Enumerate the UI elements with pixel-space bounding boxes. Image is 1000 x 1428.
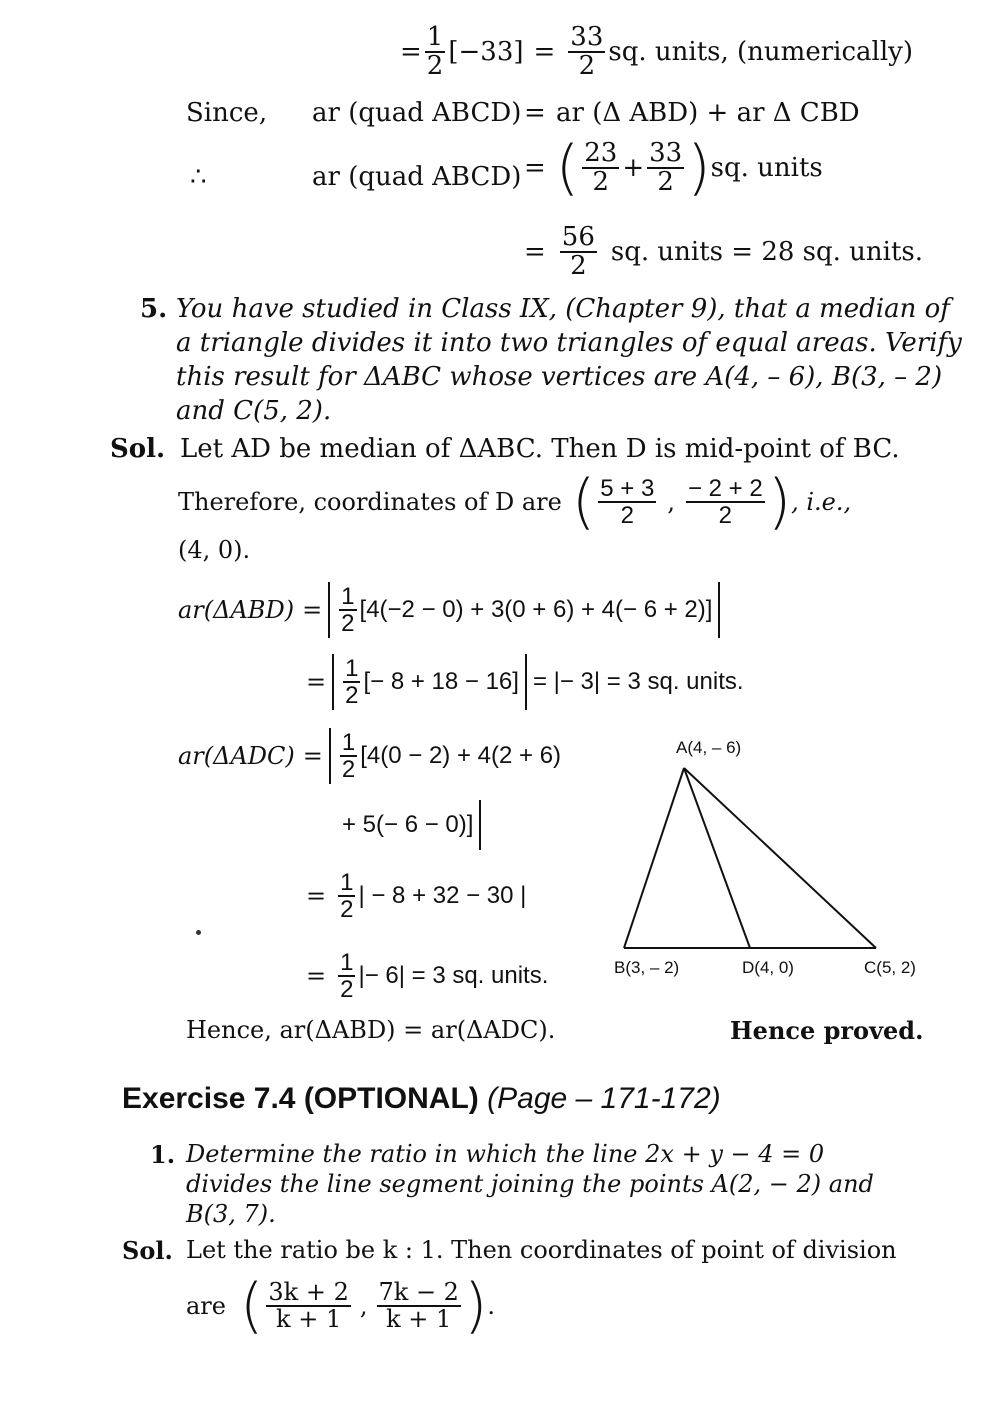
sq-units-tail: sq. units bbox=[710, 153, 823, 183]
sol-label: Sol. bbox=[122, 1236, 173, 1265]
midpoint-value: (4, 0). bbox=[178, 536, 251, 564]
question-text: a triangle divides it into two triangles of equal areas. Verify bbox=[176, 328, 962, 358]
therefore-symbol: ∴ bbox=[190, 162, 207, 192]
abs-bar bbox=[332, 654, 334, 710]
exercise-title: Exercise 7.4 (OPTIONAL) bbox=[122, 1082, 479, 1115]
side-ab bbox=[624, 768, 684, 948]
right-paren: ) bbox=[767, 467, 792, 537]
vertex-b-label: B(3, – 2) bbox=[614, 958, 680, 977]
abd-result: = |− 3| = 3 sq. units. bbox=[532, 668, 744, 695]
total-area-tail: sq. units = 28 sq. units. bbox=[610, 237, 924, 268]
vertex-c-label: C(5, 2) bbox=[864, 958, 916, 977]
adc-expression: [4(0 − 2) + 4(2 + 6) bbox=[360, 742, 562, 769]
fraction-23-2: $\frac{23}{2}$ bbox=[584, 137, 618, 197]
adc-area-result bbox=[306, 950, 548, 1002]
question-text: divides the line segment joining the points A(2, − 2) and bbox=[186, 1170, 874, 1198]
equals-sign: = bbox=[400, 37, 422, 68]
adc-area-line bbox=[178, 728, 561, 784]
dx-fraction: $\frac{5 + 3}{2}$ bbox=[600, 474, 655, 529]
equals-sign: = bbox=[302, 596, 323, 624]
comma: , bbox=[359, 1292, 368, 1320]
question-text: Determine the ratio in which the line 2x + y − 4 = 0 bbox=[186, 1140, 825, 1168]
equals-sign: = bbox=[524, 237, 546, 268]
adc-simplified-expression: | − 8 + 32 − 30 | bbox=[358, 882, 527, 910]
question-text: You have studied in Class IX, (Chapter 9), that a median of bbox=[176, 294, 950, 324]
midpoint-line bbox=[178, 467, 852, 537]
since-label: Since, bbox=[186, 98, 268, 128]
adc-result: |− 6| = 3 sq. units. bbox=[358, 962, 549, 990]
area-cbd-line bbox=[400, 24, 913, 81]
question-number: 1. bbox=[150, 1140, 176, 1169]
adc-area-simplified bbox=[306, 870, 526, 922]
comma: , bbox=[667, 488, 675, 516]
are-text: are bbox=[186, 1292, 226, 1320]
period: . bbox=[487, 1292, 496, 1320]
plus-sign: + bbox=[622, 153, 645, 183]
equals-sign: = bbox=[306, 668, 327, 696]
hence-proved: Hence proved. bbox=[730, 1016, 924, 1045]
x-fraction: $\frac{3k + 2}{k + 1}$ bbox=[268, 1277, 349, 1333]
question-text: B(3, 7). bbox=[186, 1200, 276, 1228]
exercise-page: (Page – 171-172) bbox=[487, 1082, 721, 1115]
fraction-33-2: $\frac{33}{2}$ bbox=[570, 22, 604, 82]
therefore-lhs: ar (quad ABCD) bbox=[312, 162, 522, 192]
fraction-33-2: $\frac{33}{2}$ bbox=[649, 137, 683, 197]
since-rhs: ar (Δ ABD) + ar Δ CBD bbox=[556, 98, 860, 128]
sol-text: Let AD be median of ΔABC. Then D is mid-point of BC. bbox=[180, 434, 900, 464]
sol-label: Sol. bbox=[110, 434, 166, 464]
half-fraction: $\frac{1}{2}$ bbox=[340, 869, 354, 924]
abd-area-simplified bbox=[306, 654, 744, 710]
question-number: 5. bbox=[140, 294, 168, 324]
adc-lhs: ar(ΔADC) bbox=[178, 742, 295, 770]
left-paren: ( bbox=[555, 133, 580, 203]
equals-sign: = bbox=[533, 37, 556, 68]
half-fraction: $\frac{1}{2}$ bbox=[341, 582, 355, 637]
abd-expression: [4(−2 − 0) + 3(0 + 6) + 4(− 6 + 2)] bbox=[359, 596, 713, 623]
adc-continuation bbox=[342, 800, 487, 850]
ie-text: , i.e., bbox=[791, 488, 852, 516]
equals-sign: = bbox=[524, 153, 546, 183]
stray-dot bbox=[196, 930, 201, 935]
abd-area-line bbox=[178, 582, 726, 638]
bracket-value: [−33] bbox=[448, 37, 524, 68]
abs-bar bbox=[525, 654, 527, 710]
fraction-56-2: $\frac{56}{2}$ bbox=[561, 222, 595, 282]
midpoint-d-label: D(4, 0) bbox=[742, 958, 794, 977]
abd-simplified-expression: [− 8 + 18 − 16] bbox=[363, 668, 519, 695]
triangle-figure bbox=[600, 732, 940, 984]
question-text: this result for ΔABC whose vertices are A(4, – 6), B(3, – 2) bbox=[176, 362, 943, 392]
left-paren: ( bbox=[571, 467, 596, 537]
therefore-sum bbox=[524, 133, 823, 203]
half-fraction: $\frac{1}{2}$ bbox=[340, 949, 354, 1004]
area-tail: sq. units, (numerically) bbox=[608, 37, 913, 68]
side-ac bbox=[684, 768, 876, 948]
median-ad bbox=[684, 768, 750, 948]
hence-statement: Hence, ar(ΔABD) = ar(ΔADC). bbox=[186, 1016, 556, 1044]
abd-lhs: ar(ΔABD) bbox=[178, 596, 295, 624]
sol-text: Let the ratio be k : 1. Then coordinates of point of division bbox=[186, 1236, 897, 1264]
equals-sign: = bbox=[306, 882, 327, 911]
abs-bar bbox=[328, 582, 330, 638]
abs-bar bbox=[329, 728, 331, 784]
right-paren: ) bbox=[687, 133, 711, 203]
half-fraction: $\frac{1}{2}$ bbox=[426, 22, 444, 82]
question-text: and C(5, 2). bbox=[176, 396, 332, 426]
half-fraction: $\frac{1}{2}$ bbox=[341, 728, 356, 783]
half-fraction: $\frac{1}{2}$ bbox=[345, 654, 359, 709]
left-paren: ( bbox=[239, 1271, 264, 1341]
exercise-heading bbox=[122, 1082, 721, 1116]
dy-fraction: $\frac{- 2 + 2}{2}$ bbox=[687, 474, 763, 529]
right-paren: ) bbox=[463, 1271, 488, 1341]
since-equals: = bbox=[524, 98, 546, 128]
equals-sign: = bbox=[302, 742, 323, 770]
coord-text: Therefore, coordinates of D are bbox=[178, 488, 562, 516]
vertex-a-label: A(4, – 6) bbox=[676, 738, 742, 757]
adc-cont-expression: + 5(− 6 − 0)] bbox=[342, 811, 474, 838]
since-lhs: ar (quad ABCD) bbox=[312, 98, 522, 128]
y-fraction: $\frac{7k - 2}{k + 1}$ bbox=[378, 1277, 459, 1333]
abs-bar bbox=[479, 800, 481, 850]
division-point-line bbox=[186, 1271, 496, 1341]
equals-sign: = bbox=[306, 962, 327, 991]
total-area-line bbox=[524, 224, 923, 281]
abs-bar bbox=[718, 582, 720, 638]
